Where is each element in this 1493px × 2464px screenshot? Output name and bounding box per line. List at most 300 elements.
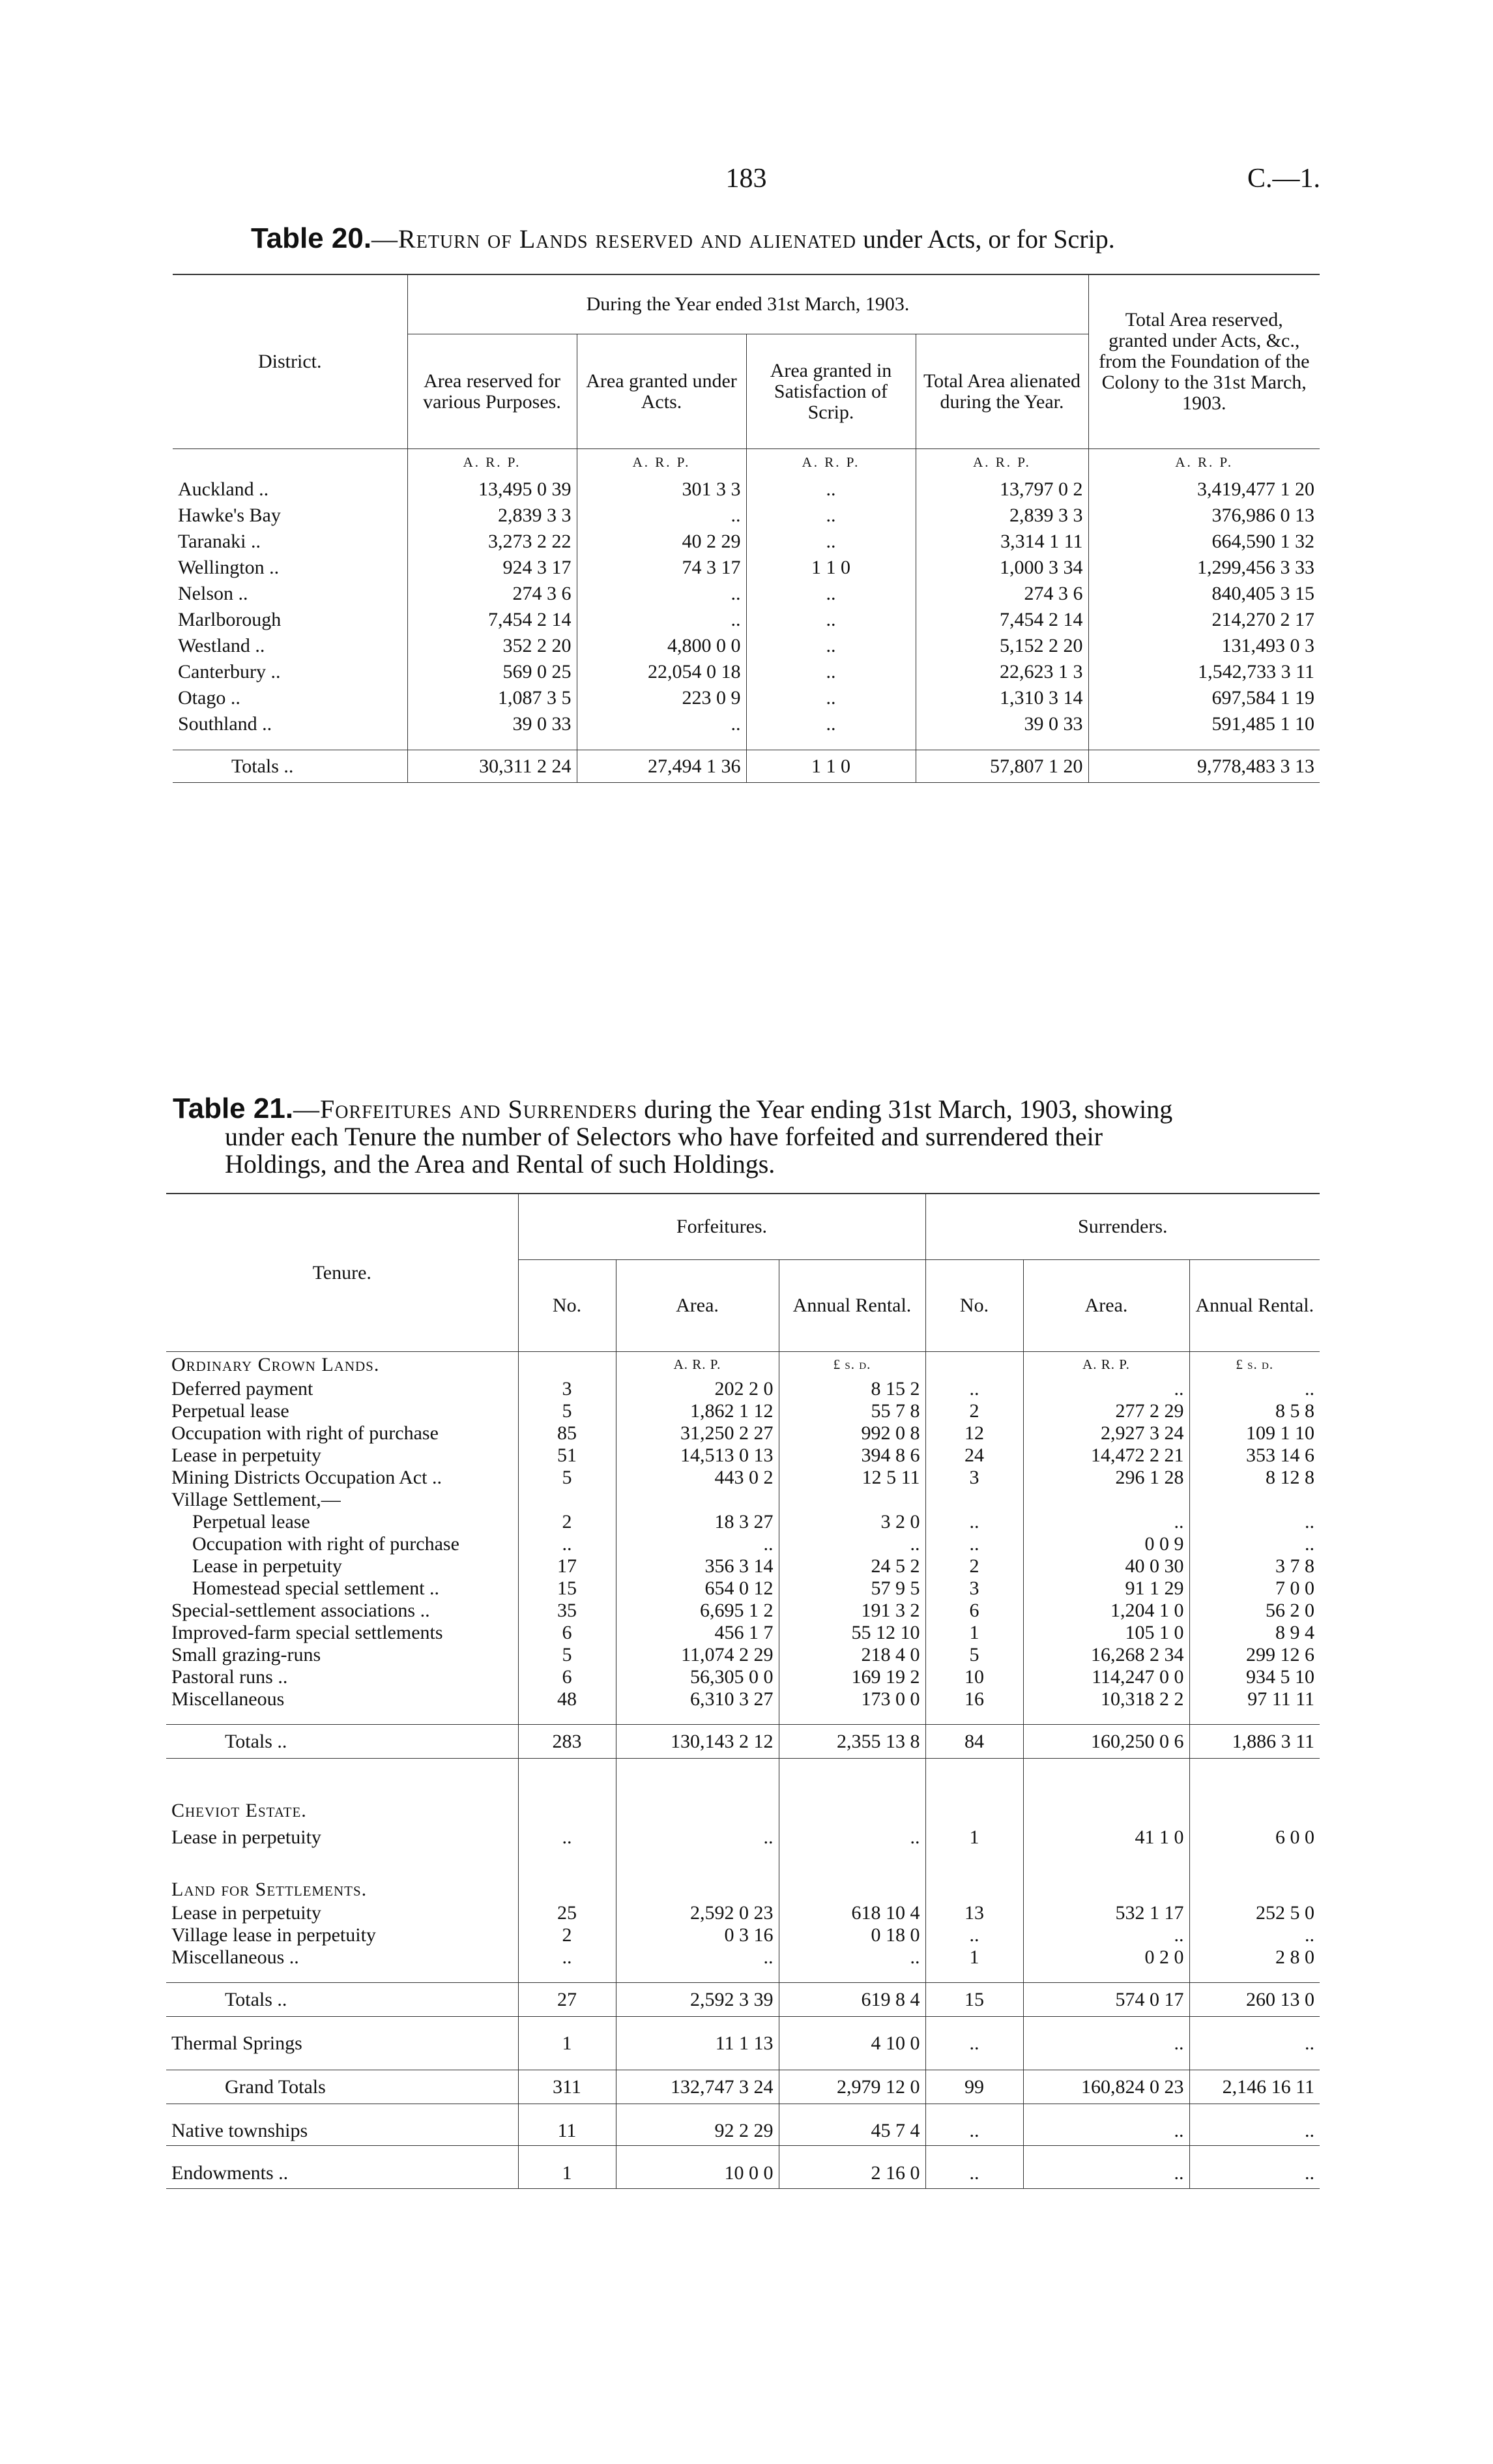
table21-row [166, 1902, 1320, 1924]
forfeit-rental-cell: 24 5 2 [779, 1555, 925, 1577]
surrender-rental-cell: 97 11 11 [1189, 1688, 1320, 1710]
surrender-area-cell: .. [1023, 1924, 1189, 1946]
area-reserved-cell: 13,495 0 39 [407, 477, 577, 503]
surrender-area-cell: 14,472 2 21 [1023, 1445, 1189, 1467]
tenure-name: Special-settlement associations .. [171, 1599, 430, 1621]
table21-title-line1: during the Year ending 31st March, 1903, showing [644, 1094, 1173, 1124]
tenure-name: Totals .. [225, 1988, 287, 2010]
forfeit-rental-cell: 2 16 0 [779, 2159, 925, 2189]
forfeit-area-cell: 0 3 16 [616, 1924, 779, 1946]
surrender-rental-header: Annual Rental. [1189, 1260, 1320, 1352]
total-reserved-cell: 664,590 1 32 [1088, 529, 1320, 555]
surrender-area-cell: 40 0 30 [1023, 1555, 1189, 1577]
table20-row [173, 529, 1320, 555]
tenure-name: Small grazing-runs [171, 1643, 321, 1665]
totals-cell: 30,311 2 24 [407, 750, 577, 783]
forfeit-no-cell: 6 [518, 1666, 616, 1688]
forfeit-no-cell: 11 [518, 2117, 616, 2146]
district-name: Southland .. [178, 712, 272, 735]
surrender-area-cell: 296 1 28 [1023, 1467, 1189, 1489]
table21-row [166, 1378, 1320, 1400]
totals-cell: 1 1 0 [746, 750, 916, 783]
forfeit-rental-cell: 173 0 0 [779, 1688, 925, 1710]
section-heading: Cheviot Estate. [171, 1799, 307, 1821]
forfeit-rental-cell: 394 8 6 [779, 1445, 925, 1467]
surrender-area-cell: 91 1 29 [1023, 1577, 1189, 1600]
forfeit-no-cell: 2 [518, 1924, 616, 1946]
forfeit-area-cell: 6,695 1 2 [616, 1600, 779, 1622]
surrender-no-cell: .. [925, 1378, 1023, 1400]
scrip-cell: .. [746, 711, 916, 737]
table21-row [166, 2030, 1320, 2057]
scrip-cell: .. [746, 607, 916, 633]
surrender-area-cell: 41 1 0 [1023, 1824, 1189, 1851]
surrender-rental-cell: 7 0 0 [1189, 1577, 1320, 1600]
section-row [166, 1798, 1320, 1824]
table21-row [166, 1467, 1320, 1489]
forfeit-no-cell: 85 [518, 1422, 616, 1445]
surrender-no-cell: 1 [925, 1946, 1023, 1969]
unit-label: A. R. P. [746, 449, 916, 477]
total-alienated-cell: 1,310 3 14 [916, 685, 1088, 711]
area-granted-cell: .. [577, 607, 746, 633]
unit-label: A. R. P. [1088, 449, 1320, 477]
forfeit-no-cell: 17 [518, 1555, 616, 1577]
surrender-no-cell: 2 [925, 1400, 1023, 1422]
surrender-no-cell: 84 [925, 1725, 1023, 1759]
surrender-rental-cell: .. [1189, 2030, 1320, 2057]
surrender-no-cell: .. [925, 2030, 1023, 2057]
tenure-name: Lease in perpetuity [171, 1444, 321, 1466]
forfeit-area-cell: .. [616, 1533, 779, 1555]
forfeit-no-cell: 5 [518, 1467, 616, 1489]
scrip-cell: .. [746, 477, 916, 503]
total-alienated-cell: 274 3 6 [916, 581, 1088, 607]
forfeit-rental-cell: 618 10 4 [779, 1902, 925, 1924]
total-alienated-cell: 7,454 2 14 [916, 607, 1088, 633]
table20-row [173, 685, 1320, 711]
tenure-name: Miscellaneous [171, 1688, 285, 1710]
surrender-area-header: Area. [1023, 1260, 1189, 1352]
section-row [166, 1352, 1320, 1378]
total-reserved-cell: 131,493 0 3 [1088, 633, 1320, 659]
surrender-area-cell: .. [1023, 1511, 1189, 1533]
scrip-cell: 1 1 0 [746, 555, 916, 581]
tenure-name: Mining Districts Occupation Act .. [171, 1466, 442, 1488]
surrender-rental-cell: 56 2 0 [1189, 1600, 1320, 1622]
table20-title-caps: —Return of Lands reserved and alienated [371, 224, 857, 254]
district-name: Auckland .. [178, 478, 269, 500]
area-granted-cell: 4,800 0 0 [577, 633, 746, 659]
totals-label: Totals .. [231, 755, 294, 777]
forfeit-rental-cell: 2,355 13 8 [779, 1725, 925, 1759]
area-reserved-cell: 7,454 2 14 [407, 607, 577, 633]
forfeit-no-cell: .. [518, 1946, 616, 1969]
document-code: C.—1. [1247, 164, 1320, 194]
unit-label: £ s. d. [1189, 1352, 1320, 1378]
area-reserved-cell: 2,839 3 3 [407, 503, 577, 529]
forfeit-area-cell: 92 2 29 [616, 2117, 779, 2146]
surrender-rental-cell: .. [1189, 2117, 1320, 2146]
district-name: Otago .. [178, 686, 240, 709]
forfeit-area-cell: .. [616, 1824, 779, 1851]
table20 [173, 274, 1320, 783]
forfeit-no-cell: 48 [518, 1688, 616, 1710]
unit-label: A. R. P. [916, 449, 1088, 477]
section-heading: Ordinary Crown Lands. [171, 1353, 380, 1375]
surrender-area-cell: 10,318 2 2 [1023, 1688, 1189, 1710]
table21-row [166, 1622, 1320, 1644]
forfeit-area-cell: 2,592 3 39 [616, 1983, 779, 2017]
surrender-no-cell: 5 [925, 1644, 1023, 1666]
surrender-rental-cell: 252 5 0 [1189, 1902, 1320, 1924]
surrender-rental-cell: 8 9 4 [1189, 1622, 1320, 1644]
table21-row [166, 1688, 1320, 1710]
scrip-cell: .. [746, 503, 916, 529]
area-reserved-cell: 3,273 2 22 [407, 529, 577, 555]
page-number: 183 [725, 164, 767, 194]
district-name: Westland .. [178, 634, 265, 656]
table21-row [166, 1824, 1320, 1851]
total-reserved-cell: 1,299,456 3 33 [1088, 555, 1320, 581]
table20-row [173, 581, 1320, 607]
area-reserved-cell: 924 3 17 [407, 555, 577, 581]
district-name: Canterbury .. [178, 660, 281, 682]
tenure-name: Perpetual lease [171, 1400, 289, 1422]
surrender-area-cell: 160,250 0 6 [1023, 1725, 1189, 1759]
totals-cell: 57,807 1 20 [916, 750, 1088, 783]
total-reserved-cell: 214,270 2 17 [1088, 607, 1320, 633]
forfeit-rental-cell: 3 2 0 [779, 1511, 925, 1533]
area-reserved-cell: 39 0 33 [407, 711, 577, 737]
forfeit-rental-cell: 169 19 2 [779, 1666, 925, 1688]
forfeit-area-cell: 654 0 12 [616, 1577, 779, 1600]
district-header: District. [173, 274, 407, 449]
surrender-rental-cell: 8 12 8 [1189, 1467, 1320, 1489]
table21-label: Table 21. [173, 1093, 294, 1124]
table21-row [166, 2117, 1320, 2146]
total-reserved-cell: 376,986 0 13 [1088, 503, 1320, 529]
forfeit-rental-cell: .. [779, 1946, 925, 1969]
surrender-area-cell: 277 2 29 [1023, 1400, 1189, 1422]
forfeit-no-cell: 51 [518, 1445, 616, 1467]
tenure-name: Pastoral runs .. [171, 1665, 288, 1688]
scrip-cell: .. [746, 659, 916, 685]
forfeit-area-cell: 356 3 14 [616, 1555, 779, 1577]
table21 [166, 1193, 1320, 2189]
table21-row [166, 1511, 1320, 1533]
forfeit-rental-cell: 12 5 11 [779, 1467, 925, 1489]
surrender-rental-cell: .. [1189, 2159, 1320, 2189]
forfeit-area-cell: 1,862 1 12 [616, 1400, 779, 1422]
district-name: Hawke's Bay [178, 504, 281, 526]
unit-label: A. R. P. [407, 449, 577, 477]
forfeit-rental-cell: 619 8 4 [779, 1983, 925, 2017]
forfeit-area-cell: 456 1 7 [616, 1622, 779, 1644]
table21-row [166, 1577, 1320, 1600]
unit-label: A. R. P. [616, 1352, 779, 1378]
surrender-area-cell [1023, 1489, 1189, 1511]
total-reserved-header: Total Area reserved, granted under Acts, &c., from the Foundation of the Colony to the 31st March, 1903. [1088, 274, 1320, 449]
district-name: Nelson .. [178, 582, 248, 604]
surrender-no-cell: 16 [925, 1688, 1023, 1710]
total-reserved-cell: 3,419,477 1 20 [1088, 477, 1320, 503]
tenure-name: Improved-farm special settlements [171, 1621, 443, 1643]
tenure-name: Village lease in perpetuity [171, 1924, 376, 1946]
section-row [166, 1877, 1320, 1902]
surrender-rental-cell: 1,886 3 11 [1189, 1725, 1320, 1759]
area-reserved-cell: 352 2 20 [407, 633, 577, 659]
total-alienated-header: Total Area alienated during the Year. [916, 334, 1088, 449]
total-alienated-cell: 5,152 2 20 [916, 633, 1088, 659]
tenure-header: Tenure. [166, 1194, 518, 1352]
surrender-no-cell: 2 [925, 1555, 1023, 1577]
forfeit-rental-cell: .. [779, 1533, 925, 1555]
surrender-area-cell: .. [1023, 2117, 1189, 2146]
surrender-rental-cell: 299 12 6 [1189, 1644, 1320, 1666]
forfeit-no-cell: 1 [518, 2030, 616, 2057]
tenure-name: Occupation with right of purchase [192, 1533, 459, 1555]
area-reserved-cell: 274 3 6 [407, 581, 577, 607]
forfeit-area-cell: 11,074 2 29 [616, 1644, 779, 1666]
table20-row [173, 659, 1320, 685]
forfeit-area-header: Area. [616, 1260, 779, 1352]
surrender-rental-cell: .. [1189, 1378, 1320, 1400]
table21-row [166, 1666, 1320, 1688]
surrender-area-cell: .. [1023, 1378, 1189, 1400]
section-heading: Land for Settlements. [171, 1878, 368, 1900]
tenure-name: Lease in perpetuity [192, 1555, 342, 1577]
scrip-header: Area granted in Satisfaction of Scrip. [746, 334, 916, 449]
forfeit-no-cell: 6 [518, 1622, 616, 1644]
total-alienated-cell: 2,839 3 3 [916, 503, 1088, 529]
table20-row [173, 711, 1320, 737]
tenure-name: Deferred payment [171, 1377, 313, 1400]
surrender-area-cell: 532 1 17 [1023, 1902, 1189, 1924]
surrender-no-cell: 13 [925, 1902, 1023, 1924]
table21-row [166, 1422, 1320, 1445]
surrender-no-cell: .. [925, 1511, 1023, 1533]
totals-row [166, 1983, 1320, 2017]
table21-title-line2: under each Tenure the number of Selectors who have forfeited and surrendered their [225, 1122, 1103, 1151]
surrender-rental-cell: 109 1 10 [1189, 1422, 1320, 1445]
table21-row [166, 1489, 1320, 1511]
tenure-name: Miscellaneous .. [171, 1946, 299, 1968]
totals-cell: 27,494 1 36 [577, 750, 746, 783]
forfeit-rental-cell: 55 12 10 [779, 1622, 925, 1644]
surrender-rental-cell: 2 8 0 [1189, 1946, 1320, 1969]
scrip-cell: .. [746, 581, 916, 607]
surrender-rental-cell: 2,146 16 11 [1189, 2070, 1320, 2104]
surrender-no-cell: 10 [925, 1666, 1023, 1688]
table21-title [173, 1095, 1320, 1178]
tenure-name: Thermal Springs [171, 2032, 302, 2054]
forfeit-area-cell [616, 1489, 779, 1511]
surrender-rental-cell: 6 0 0 [1189, 1824, 1320, 1851]
surrender-no-cell: 6 [925, 1600, 1023, 1622]
area-reserved-header: Area reserved for various Purposes. [407, 334, 577, 449]
surrender-area-cell: 1,204 1 0 [1023, 1600, 1189, 1622]
forfeit-rental-cell: .. [779, 1824, 925, 1851]
table20-totals-row [173, 750, 1320, 783]
table20-title-tail: under Acts, or for Scrip. [863, 224, 1115, 254]
forfeit-no-cell: 27 [518, 1983, 616, 2017]
surrender-no-cell: 1 [925, 1824, 1023, 1851]
forfeit-area-cell: 2,592 0 23 [616, 1902, 779, 1924]
surrender-rental-cell: .. [1189, 1511, 1320, 1533]
forfeit-rental-cell: 218 4 0 [779, 1644, 925, 1666]
forfeit-area-cell: 6,310 3 27 [616, 1688, 779, 1710]
tenure-name: Lease in perpetuity [171, 1826, 321, 1848]
surrender-rental-cell: 353 14 6 [1189, 1445, 1320, 1467]
surrender-area-cell: .. [1023, 2159, 1189, 2189]
table20-row [173, 477, 1320, 503]
unit-label: A. R. P. [1023, 1352, 1189, 1378]
district-name: Taranaki .. [178, 530, 261, 552]
totals-cell: 9,778,483 3 13 [1088, 750, 1320, 783]
area-granted-cell: 74 3 17 [577, 555, 746, 581]
district-name: Marlborough [178, 608, 282, 630]
surrender-rental-cell: 934 5 10 [1189, 1666, 1320, 1688]
surrender-area-cell: 2,927 3 24 [1023, 1422, 1189, 1445]
area-reserved-cell: 1,087 3 5 [407, 685, 577, 711]
tenure-name: Perpetual lease [192, 1510, 310, 1533]
forfeit-no-cell: .. [518, 1533, 616, 1555]
forfeit-area-cell: 56,305 0 0 [616, 1666, 779, 1688]
forfeit-rental-cell [779, 1489, 925, 1511]
total-alienated-cell: 39 0 33 [916, 711, 1088, 737]
total-alienated-cell: 3,314 1 11 [916, 529, 1088, 555]
tenure-name: Endowments .. [171, 2162, 289, 2184]
tenure-name: Totals .. [225, 1730, 287, 1752]
surrender-rental-cell: 8 5 8 [1189, 1400, 1320, 1422]
surrender-area-cell: 16,268 2 34 [1023, 1644, 1189, 1666]
forfeit-rental-cell: 191 3 2 [779, 1600, 925, 1622]
forfeit-rental-cell: 0 18 0 [779, 1924, 925, 1946]
forfeit-rental-header: Annual Rental. [779, 1260, 925, 1352]
table21-row [166, 1644, 1320, 1666]
unit-label: A. R. P. [577, 449, 746, 477]
forfeit-no-cell: 25 [518, 1902, 616, 1924]
forfeit-rental-cell: 2,979 12 0 [779, 2070, 925, 2104]
tenure-name: Village Settlement,— [171, 1488, 341, 1510]
forfeit-no-cell: 1 [518, 2159, 616, 2189]
table20-row [173, 555, 1320, 581]
table21-row [166, 1445, 1320, 1467]
table21-row [166, 1400, 1320, 1422]
area-granted-cell: .. [577, 503, 746, 529]
forfeit-area-cell: 14,513 0 13 [616, 1445, 779, 1467]
unit-label: £ s. d. [779, 1352, 925, 1378]
table20-row [173, 503, 1320, 529]
table21-row [166, 1600, 1320, 1622]
tenure-name: Native townships [171, 2120, 308, 2142]
surrender-no-header: No. [925, 1260, 1023, 1352]
surrender-no-cell: 99 [925, 2070, 1023, 2104]
surrender-no-cell: 15 [925, 1983, 1023, 2017]
forfeit-no-cell: 311 [518, 2070, 616, 2104]
scrip-cell: .. [746, 633, 916, 659]
area-granted-header: Area granted under Acts. [577, 334, 746, 449]
total-alienated-cell: 1,000 3 34 [916, 555, 1088, 581]
forfeit-area-cell: 130,143 2 12 [616, 1725, 779, 1759]
table21-title-caps: —Forfeitures and Surrenders [293, 1094, 638, 1124]
tenure-name: Grand Totals [225, 2075, 326, 2098]
surrender-area-cell: 114,247 0 0 [1023, 1666, 1189, 1688]
surrender-rental-cell: .. [1189, 1924, 1320, 1946]
table20-title [251, 222, 1115, 254]
surrender-rental-cell: .. [1189, 1533, 1320, 1555]
forfeit-area-cell: 443 0 2 [616, 1467, 779, 1489]
tenure-name: Homestead special settlement .. [192, 1577, 440, 1599]
forfeit-no-cell: 3 [518, 1378, 616, 1400]
surrender-area-cell: 105 1 0 [1023, 1622, 1189, 1644]
forfeit-area-cell: 31,250 2 27 [616, 1422, 779, 1445]
surrender-area-cell: .. [1023, 2030, 1189, 2057]
table21-row [166, 1533, 1320, 1555]
forfeit-no-cell: .. [518, 1824, 616, 1851]
forfeit-no-cell: 283 [518, 1725, 616, 1759]
forfeit-area-cell: .. [616, 1946, 779, 1969]
surrender-no-cell: 1 [925, 1622, 1023, 1644]
forfeit-rental-cell: 57 9 5 [779, 1577, 925, 1600]
area-granted-cell: .. [577, 581, 746, 607]
table20-row [173, 607, 1320, 633]
forfeit-no-cell: 5 [518, 1644, 616, 1666]
forfeit-rental-cell: 8 15 2 [779, 1378, 925, 1400]
forfeit-rental-cell: 45 7 4 [779, 2117, 925, 2146]
area-granted-cell: 40 2 29 [577, 529, 746, 555]
area-granted-cell: 301 3 3 [577, 477, 746, 503]
surrender-no-cell: 3 [925, 1577, 1023, 1600]
scrip-cell: .. [746, 529, 916, 555]
total-reserved-cell: 697,584 1 19 [1088, 685, 1320, 711]
surrender-no-cell: .. [925, 1533, 1023, 1555]
table20-label: Table 20. [251, 222, 372, 254]
totals-row [166, 1725, 1320, 1759]
scrip-cell: .. [746, 685, 916, 711]
total-alienated-cell: 22,623 1 3 [916, 659, 1088, 685]
surrender-no-cell: 24 [925, 1445, 1023, 1467]
surrender-area-cell: 0 2 0 [1023, 1946, 1189, 1969]
surrender-no-cell: .. [925, 2117, 1023, 2146]
surrenders-header: Surrenders. [925, 1194, 1320, 1260]
forfeit-area-cell: 202 2 0 [616, 1378, 779, 1400]
surrender-no-cell: .. [925, 2159, 1023, 2189]
forfeitures-header: Forfeitures. [518, 1194, 925, 1260]
table21-row [166, 1946, 1320, 1969]
table20-row [173, 633, 1320, 659]
forfeit-no-cell [518, 1489, 616, 1511]
table21-row [166, 1924, 1320, 1946]
forfeit-rental-cell: 4 10 0 [779, 2030, 925, 2057]
forfeit-area-cell: 10 0 0 [616, 2159, 779, 2189]
surrender-area-cell: 0 0 9 [1023, 1533, 1189, 1555]
table21-row [166, 1555, 1320, 1577]
surrender-area-cell: 160,824 0 23 [1023, 2070, 1189, 2104]
total-reserved-cell: 591,485 1 10 [1088, 711, 1320, 737]
forfeit-area-cell: 11 1 13 [616, 2030, 779, 2057]
total-reserved-cell: 840,405 3 15 [1088, 581, 1320, 607]
surrender-rental-cell: 260 13 0 [1189, 1983, 1320, 2017]
surrender-no-cell [925, 1489, 1023, 1511]
forfeit-area-cell: 18 3 27 [616, 1511, 779, 1533]
table21-title-line3: Holdings, and the Area and Rental of such Holdings. [225, 1149, 775, 1179]
surrender-no-cell: .. [925, 1924, 1023, 1946]
surrender-rental-cell: 3 7 8 [1189, 1555, 1320, 1577]
forfeit-no-cell: 35 [518, 1600, 616, 1622]
forfeit-area-cell: 132,747 3 24 [616, 2070, 779, 2104]
